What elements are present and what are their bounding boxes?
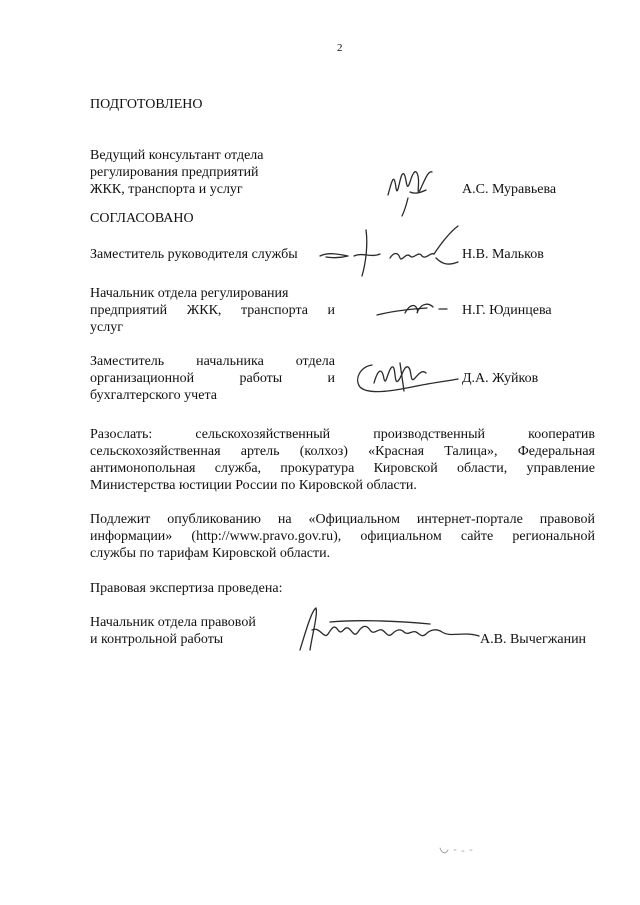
agreed-entry-1-position: Заместитель руководителя службы <box>90 247 298 262</box>
prepared-position-line-2: регулирования предприятий <box>90 165 259 180</box>
distribution-line-2: сельскохозяйственная артель (колхоз) «Красная Талица», Федеральная <box>90 444 595 459</box>
legal-review-name: А.В. Вычегжанин <box>480 632 587 647</box>
prepared-position-line-3: ЖКК, транспорта и услуг <box>90 182 243 197</box>
signature-yudintseva <box>375 295 460 325</box>
prepared-name: А.С. Муравьева <box>462 182 557 197</box>
signature-zhuykov <box>352 355 462 400</box>
legal-review-position-line-2: и контрольной работы <box>90 632 224 647</box>
prepared-position-line-1: Ведущий консультант отдела <box>90 148 264 163</box>
prepared-heading: ПОДГОТОВЛЕНО <box>90 97 203 112</box>
distribution-line-1: Разослать: сельскохозяйственный производственный кооператив <box>90 427 595 442</box>
agreed-entry-3-position-line-3: бухгалтерского учета <box>90 388 217 403</box>
publication-line-1: Подлежит опубликованию на «Официальном интернет-портале правовой <box>90 512 595 527</box>
signature-malkov <box>318 222 468 282</box>
signature-muravyeva <box>380 160 450 220</box>
publication-line-3: службы по тарифам Кировской области. <box>90 546 331 561</box>
agreed-entry-3-position-line-2: организационной работы и <box>90 371 335 386</box>
legal-review-position-line-1: Начальник отдела правовой <box>90 615 256 630</box>
distribution-line-4: Министерства юстиции России по Кировской области. <box>90 478 417 493</box>
agreed-entry-2-position-line-3: услуг <box>90 320 123 335</box>
agreed-entry-3-name: Д.А. Жуйков <box>462 371 539 386</box>
agreed-entry-3-position-line-1: Заместитель начальника отдела <box>90 354 335 369</box>
legal-review-statement: Правовая экспертиза проведена: <box>90 581 283 596</box>
agreed-entry-2-position-line-1: Начальник отдела регулирования <box>90 286 289 301</box>
agreed-entry-1-name: Н.В. Мальков <box>462 247 544 262</box>
agreed-heading: СОГЛАСОВАНО <box>90 211 194 226</box>
faint-handwritten-mark <box>436 840 476 860</box>
page-number: 2 <box>337 42 343 54</box>
agreed-entry-2-name: Н.Г. Юдинцева <box>462 303 552 318</box>
signature-vychegzhanin <box>290 600 480 660</box>
publication-line-2: информации» (http://www.pravo.gov.ru), официальном сайте региональной <box>90 529 595 544</box>
distribution-line-3: антимонопольная служба, прокуратура Кировской области, управление <box>90 461 595 476</box>
agreed-entry-2-position-line-2: предприятий ЖКК, транспорта и <box>90 303 335 318</box>
